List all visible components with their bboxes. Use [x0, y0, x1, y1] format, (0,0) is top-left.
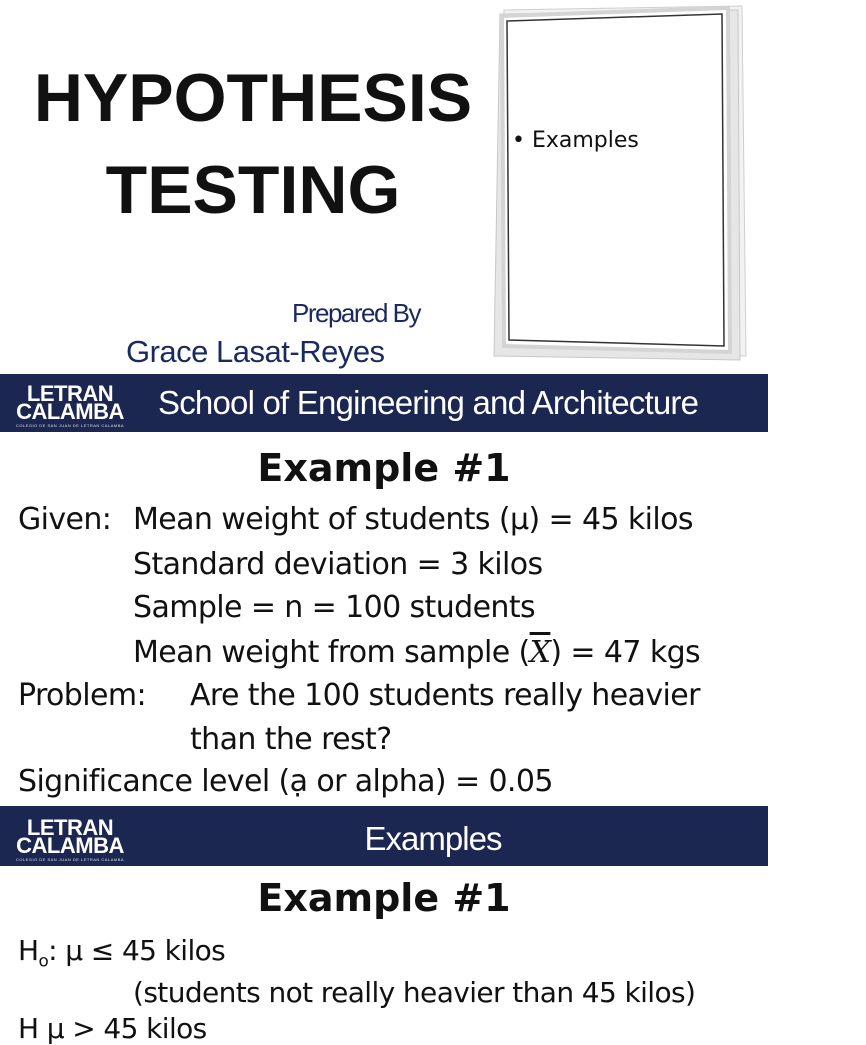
- sample-mean-prefix: Mean weight from sample (: [133, 635, 530, 670]
- example-slide: [0, 432, 768, 806]
- title-slide: [0, 0, 768, 374]
- null-hypothesis: [18, 934, 225, 971]
- h0-subscript: o: [38, 950, 49, 971]
- logo-line-1: LETRAN: [26, 381, 114, 406]
- title-line-1: HYPOTHESIS: [33, 60, 473, 136]
- example-title: Example #1: [257, 446, 511, 490]
- school-banner: [0, 374, 768, 432]
- prepared-by-label: Prepared By: [292, 298, 421, 328]
- given-std-dev: Standard deviation = 3 kilos: [133, 547, 543, 582]
- problem-label: Problem:: [18, 678, 146, 713]
- null-hypothesis-note: (students not really heavier than 45 kilos): [133, 976, 696, 1009]
- given-label: Given:: [18, 502, 112, 537]
- examples-banner: [0, 806, 768, 866]
- logo-tagline: COLEGIO DE SAN JUAN DE LETRAN CALAMBA: [15, 423, 125, 428]
- h0-statement: : μ ≤ 45 kilos: [48, 934, 226, 967]
- section-title: Examples: [364, 820, 502, 857]
- problem-line-1: Are the 100 students really heavier: [190, 678, 700, 713]
- hypotheses-slide: [0, 866, 768, 1045]
- problem-line-2: than the rest?: [190, 722, 392, 757]
- letran-calamba-logo: [8, 382, 132, 428]
- logo-line-1: LETRAN: [26, 815, 114, 840]
- outline-item: • Examples: [512, 128, 639, 153]
- slide-title: [18, 52, 488, 236]
- given-sample-mean: [133, 635, 700, 670]
- given-sample-size: Sample = n = 100 students: [133, 590, 536, 625]
- title-line-2: TESTING: [105, 152, 401, 228]
- h0-label: H: [18, 934, 39, 967]
- x-bar-symbol: $\overline{X}$: [529, 635, 551, 670]
- example-title: Example #1: [257, 876, 511, 920]
- sample-mean-value: ) = 47 kgs: [550, 635, 701, 670]
- book-outline-graphic: [490, 4, 750, 364]
- given-mean: Mean weight of students (μ) = 45 kilos: [133, 502, 693, 537]
- school-name: School of Engineering and Architecture: [158, 384, 699, 421]
- alternative-hypothesis: H μ > 45 kilos: [18, 1012, 207, 1045]
- significance-level: Significance level (ạ or alpha) = 0.05: [18, 764, 553, 799]
- logo-tagline: COLEGIO DE SAN JUAN DE LETRAN CALAMBA: [15, 857, 125, 862]
- logo-line-2: CALAMBA: [16, 399, 124, 424]
- logo-line-2: CALAMBA: [16, 833, 124, 858]
- author-name: Grace Lasat-Reyes: [126, 334, 385, 369]
